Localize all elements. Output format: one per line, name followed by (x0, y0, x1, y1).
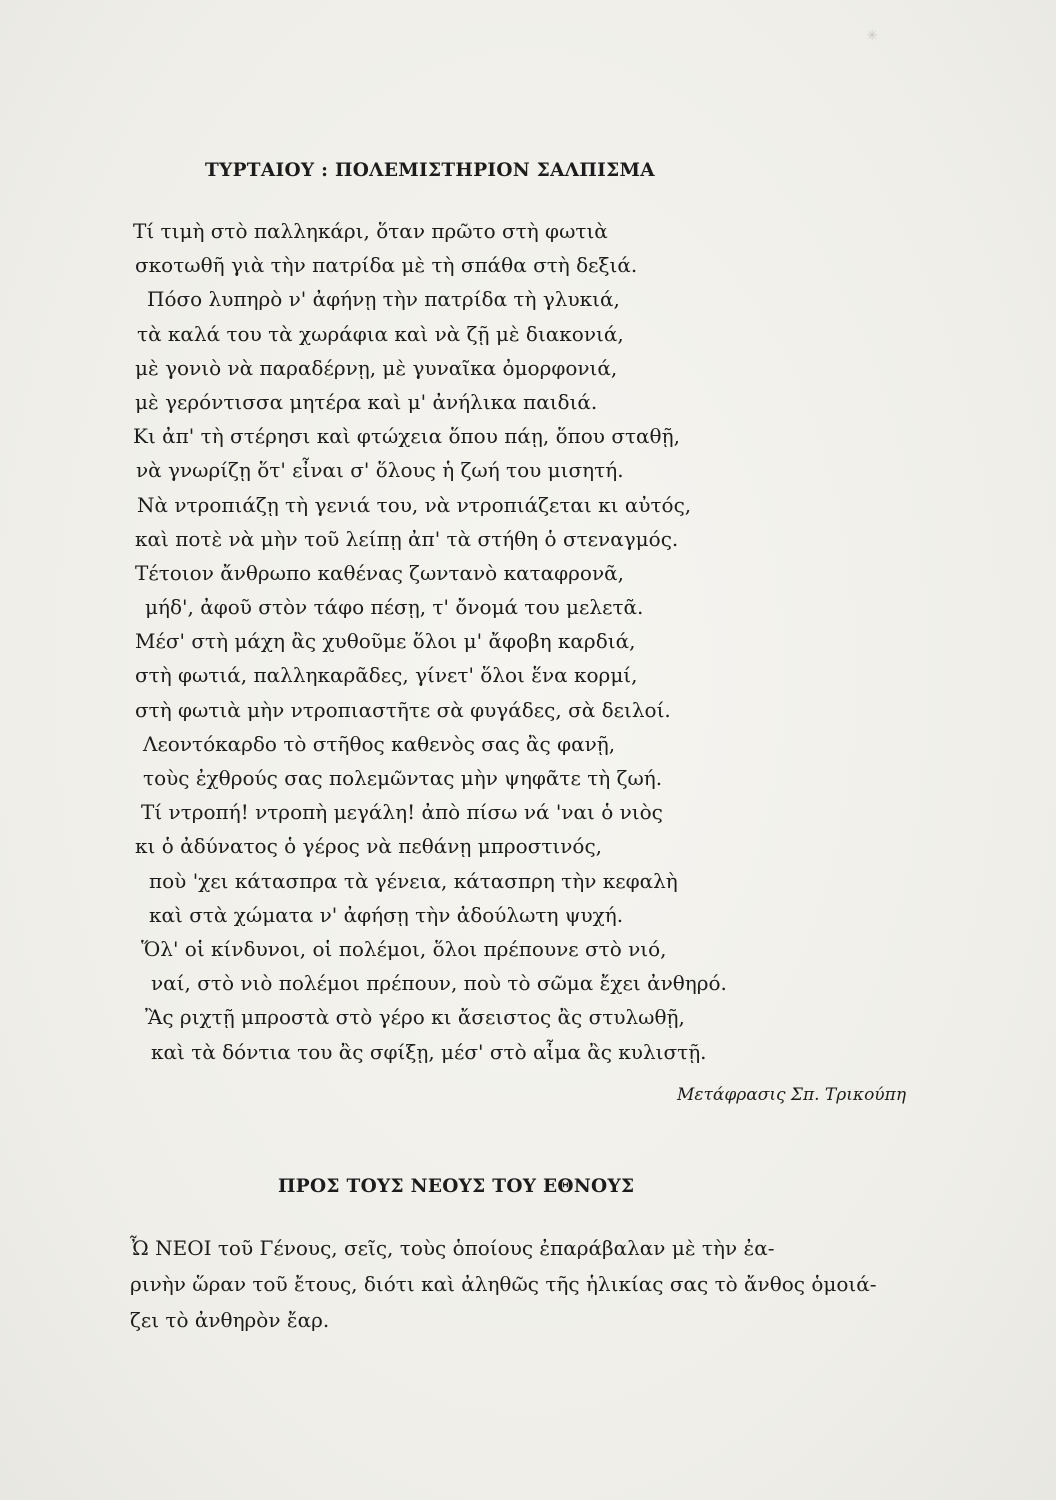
poem-body (133, 214, 853, 1069)
poem-line: Τί τιμὴ στὸ παλληκάρι, ὅταν πρῶτο στὴ φωτιὰ (133, 219, 608, 243)
poem-line: Πόσο λυπηρὸ ν' ἀφήνῃ τὴν πατρίδα τὴ γλυκιά, (147, 287, 620, 312)
poem-line: στὴ φωτιὰ μὴν ντροπιαστῆτε σὰ φυγάδες, σὰ δειλοί. (135, 697, 671, 722)
poem-line: κι ὁ ἀδύνατος ὁ γέρος νὰ πεθάνῃ μπροστινός, (135, 834, 603, 859)
poem-line: νὰ γνωρίζῃ ὅτ' εἶναι σ' ὅλους ἡ ζωή του μισητή. (136, 458, 624, 483)
poem-line: Τέτοιον ἄνθρωπο καθένας ζωντανὸ καταφρονᾶ, (135, 560, 624, 585)
poem-line: τὰ καλά του τὰ χωράφια καὶ νὰ ζῇ μὲ διακονιά, (137, 321, 624, 346)
bleed-through-mark (70, 1385, 110, 1399)
poem-line: Λεοντόκαρδο τὸ στῆθος καθενὸς σας ἂς φανῇ, (143, 731, 616, 756)
prose-line: ζει τὸ ἀνθηρὸν ἔαρ. (130, 1308, 330, 1332)
prose-line: Ὦ ΝΕΟΙ τοῦ Γένους, σεῖς, τοὺς ὁποίους ἐπαράβαλαν μὲ τὴν ἐα- (130, 1236, 775, 1260)
poem-line: Νὰ ντροπιάζῃ τὴ γενιά του, νὰ ντροπιάζεται κι αὐτός, (137, 492, 692, 517)
poem-line: μὲ γερόντισσα μητέρα καὶ μ' ἀνήλικα παιδιά. (135, 389, 598, 414)
poem-line: σκοτωθῆ γιὰ τὴν πατρίδα μὲ τὴ σπάθα στὴ δεξιά. (135, 253, 638, 278)
poem-line: τοὺς ἐχθρούς σας πολεμῶντας μὴν ψηφᾶτε τὴ ζωή. (143, 766, 663, 790)
poem-line: καὶ τὰ δόντια του ἂς σφίξῃ, μέσ' στὸ αἷμα ἂς κυλιστῇ. (151, 1039, 707, 1064)
prose-line: ρινὴν ὥραν τοῦ ἔτους, διότι καὶ ἀληθῶς τῆς ἡλικίας σας τὸ ἄνθος ὁμοιά- (130, 1272, 877, 1296)
poem-line: ναί, στὸ νιὸ πολέμοι πρέπουν, ποὺ τὸ σῶμα ἔχει ἀνθηρό. (151, 971, 727, 996)
poem-line: καὶ ποτὲ νὰ μὴν τοῦ λείπῃ ἀπ' τὰ στήθη ὁ στεναγμός. (135, 526, 679, 551)
poem-line: Μέσ' στὴ μάχη ἂς χυθοῦμε ὅλοι μ' ἄφοβη καρδιά, (135, 629, 636, 654)
prose-paragraph (130, 1230, 920, 1338)
poem-line: μήδ', ἀφοῦ στὸν τάφο πέσῃ, τ' ὄνομά του μελετᾶ. (145, 595, 644, 620)
poem-line: ποὺ 'χει κάτασπρα τὰ γένεια, κάτασπρη τὴν κεφαλὴ (149, 868, 678, 893)
poem-line: μὲ γονιὸ νὰ παραδέρνῃ, μὲ γυναῖκα ὀμορφονιά, (135, 355, 618, 380)
translator-credit: Μετάφρασις Σπ. Τρικούπη (676, 1085, 906, 1105)
poem-title: ΤΥΡΤΑΙΟΥ : ΠΟΛΕΜΙΣΤΗΡΙΟΝ ΣΑΛΠΙΣΜΑ (205, 160, 655, 181)
section-heading: ΠΡΟΣ ΤΟΥΣ ΝΕΟΥΣ ΤΟΥ ΕΘΝΟΥΣ (278, 1176, 635, 1197)
poem-line: Ἂς ριχτῇ μπροστὰ στὸ γέρο κι ἄσειστος ἂς στυλωθῇ, (145, 1005, 685, 1030)
poem-line: Τί ντροπή! ντροπὴ μεγάλη! ἀπὸ πίσω νά 'ναι ὁ νιὸς (141, 800, 663, 825)
page-corner-mark: ✳ (866, 28, 878, 44)
poem-line: Ὅλ' οἱ κίνδυνοι, οἱ πολέμοι, ὅλοι πρέπουνε στὸ νιό, (141, 936, 667, 961)
poem-line: Κι ἀπ' τὴ στέρησι καὶ φτώχεια ὅπου πάῃ, ὅπου σταθῇ, (133, 424, 680, 449)
poem-line: καὶ στὰ χώματα ν' ἀφήσῃ τὴν ἀδούλωτη ψυχή. (149, 902, 624, 927)
poem-line: στὴ φωτιά, παλληκαρᾶδες, γίνετ' ὅλοι ἕνα κορμί, (135, 663, 638, 688)
